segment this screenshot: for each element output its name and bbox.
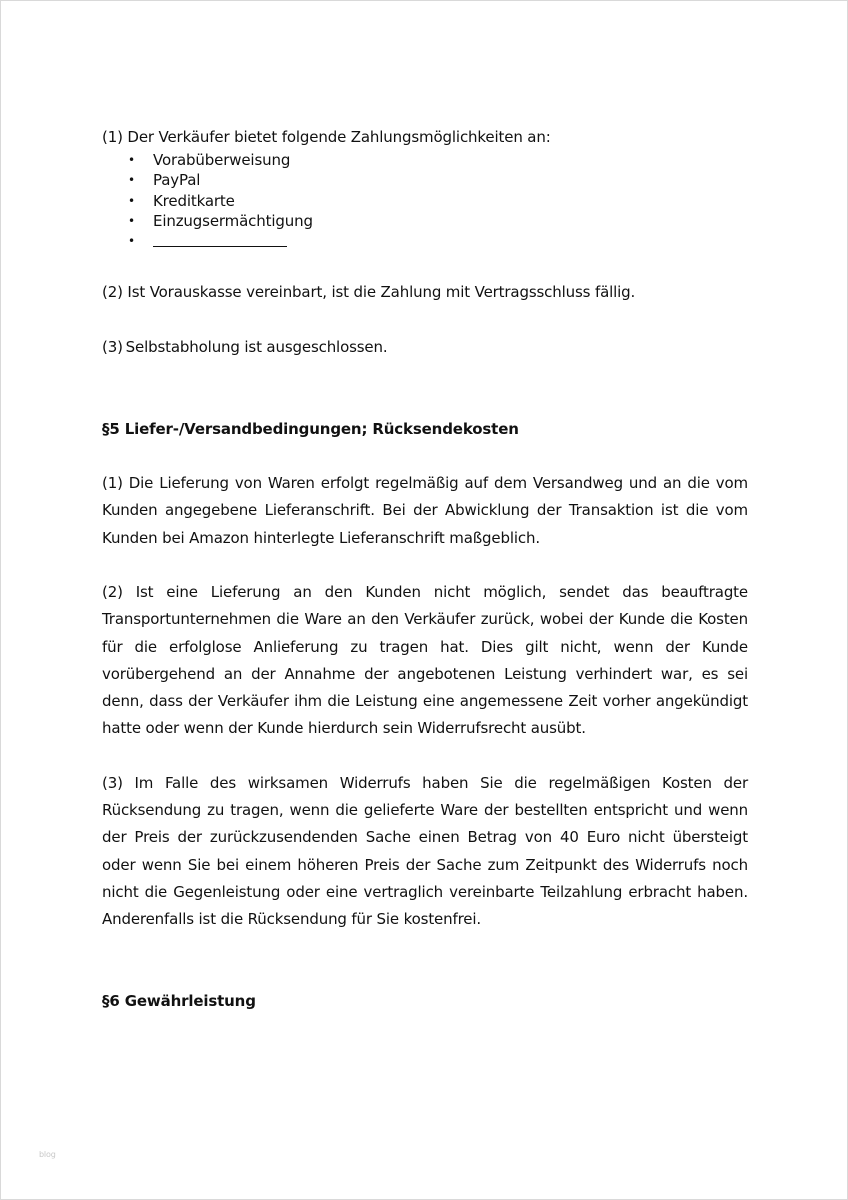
bullet-icon: • (128, 234, 135, 249)
blank-fill-line (153, 231, 287, 247)
bullet-icon: • (128, 193, 135, 208)
payment-paragraph-3: (3) Selbstabholung ist ausgeschlossen. (102, 337, 388, 356)
payment-intro: (1) Der Verkäufer bietet folgende Zahlungsmöglichkeiten an: (102, 128, 551, 146)
list-item (128, 170, 748, 190)
section-5-heading: §5 Liefer-/Versandbedingungen; Rücksendekosten (102, 420, 519, 439)
bullet-icon: • (128, 153, 135, 167)
payment-paragraph-2: (2) Ist Vorauskasse vereinbart, ist die Zahlung mit Vertragsschluss fällig. (102, 283, 636, 302)
document-content (102, 127, 748, 1015)
section-5-paragraph-1: (1) Die Lieferung von Waren erfolgt regelmäßig auf dem Versandweg und an die vom Kunden angegebene Lieferanschrift. Bei der Abwicklung der Transaktion ist die vom Kunden bei Amazon hinterlegte Lieferanschrift maßgeblich. (102, 474, 748, 547)
section-5-paragraph-2: (2) Ist eine Lieferung an den Kunden nicht möglich, sendet das beauftragte Transportunternehmen die Ware an den Verkäufer zurück, wobei der Kunde die Kosten für die erfolglose Anlieferung zu tragen hat. Dies gilt nicht, wenn der Kunde vorübergehend an der Annahme der angebotenen Leistung verhindert war, es sei denn, dass der Verkäufer ihm die Leistung eine angemessene Zeit vorher angekündigt hatte oder wenn der Kunde hierdurch sein Widerrufsrecht ausübt. (102, 582, 748, 738)
list-item (128, 150, 748, 170)
payment-option-label: Kreditkarte (153, 191, 235, 210)
bullet-icon: • (128, 213, 135, 228)
payment-option-label: PayPal (153, 171, 201, 190)
list-item (128, 211, 748, 231)
payment-option-label: Einzugsermächtigung (153, 211, 313, 230)
section-5-paragraph-3: (3) Im Falle des wirksamen Widerrufs haben Sie die regelmäßigen Kosten der Rücksendung zu tragen, wenn die gelieferte Ware der bestellten entspricht und wenn der Preis der zurückzusendenden Sache einen Betrag von 40 Euro nicht übersteigt oder wenn Sie bei einem höheren Preis der Sache zum Zeitpunkt des Widerrufs noch nicht die Gegenleistung oder eine vertraglich vereinbarte Teilzahlung erbracht haben. Anderenfalls ist die Rücksendung für Sie kostenfrei. (102, 773, 748, 929)
list-item (128, 191, 748, 211)
section-6-heading: §6 Gewährleistung (102, 991, 256, 1010)
watermark-text: blog (39, 1150, 56, 1159)
bullet-icon: • (128, 173, 135, 188)
payment-options-list (102, 150, 748, 252)
payment-option-label: Vorabüberweisung (153, 151, 291, 169)
list-item (128, 231, 748, 252)
